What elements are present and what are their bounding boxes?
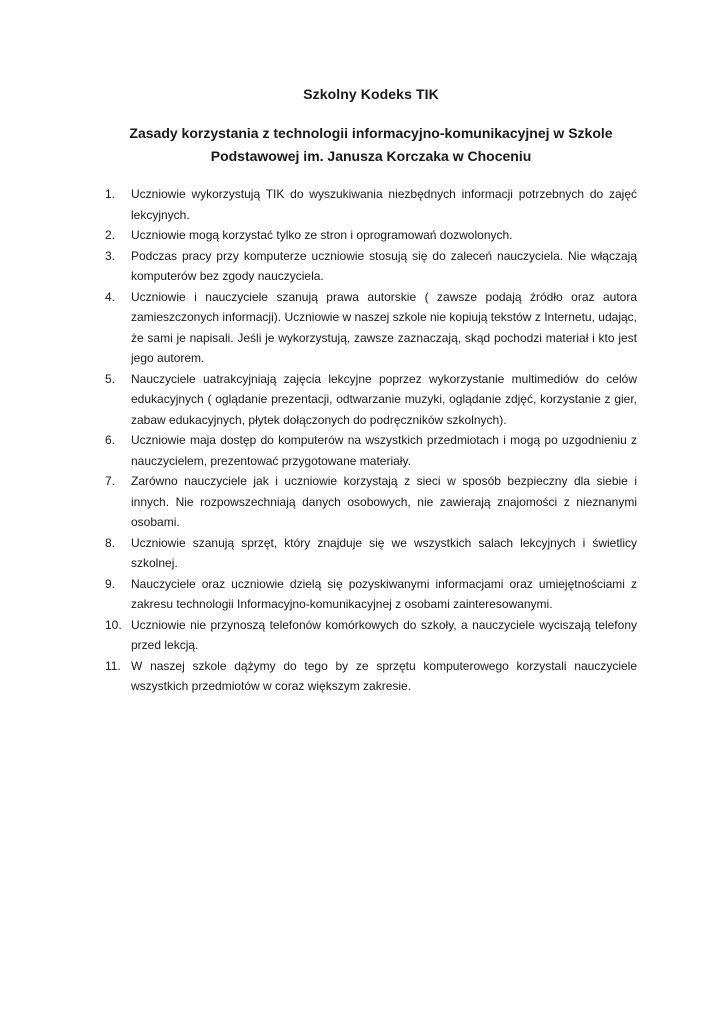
list-item <box>105 430 637 471</box>
list-item <box>105 287 637 369</box>
list-item-text: Zarówno nauczyciele jak i uczniowie korzystają z sieci w sposób bezpieczny dla siebie i innych. Nie rozpowszechniają danych osobowych, nie zawierają znajomości z nieznanymi osobami. <box>131 474 637 529</box>
list-item-number: 6. <box>105 433 116 447</box>
list-item-number: 3. <box>105 248 116 263</box>
list-item-text: Uczniowie szanują sprzęt, który znajduje się we wszystkich salach lekcyjnych i świetlicy szkolnej. <box>131 535 637 570</box>
list-item-number: 10. <box>105 617 122 632</box>
list-item <box>105 225 637 246</box>
list-item-text: Uczniowie wykorzystują TIK do wyszukiwania niezbędnych informacji potrzebnych do zajęć lekcyjnych. <box>131 187 637 222</box>
list-item <box>105 184 637 225</box>
list-item <box>105 471 637 533</box>
list-item-number: 7. <box>105 474 116 488</box>
list-item <box>105 246 637 287</box>
list-item <box>105 533 637 574</box>
list-item <box>105 656 637 697</box>
list-item-text: Nauczyciele uatrakcyjniają zajęcia lekcyjne poprzez wykorzystanie multimediów do celów edukacyjnych ( oglądanie prezentacji, odtwarzanie muzyki, oglądanie zdjęć, korzystanie z gier, zabaw edukacyjnych, płytek dołączonych do podręczników szkolnych). <box>131 371 637 427</box>
document-title: Szkolny Kodeks TIK <box>303 86 439 102</box>
list-item-number: 8. <box>105 535 116 550</box>
subtitle-line-1: Zasady korzystania z technologii informacyjno-komunikacyjnej w Szkole <box>129 125 613 141</box>
list-item <box>105 615 637 656</box>
list-item-number: 5. <box>105 371 116 386</box>
subtitle-line-2: Podstawowej im. Janusza Korczaka w Choceniu <box>210 148 532 164</box>
list-item-text: Podczas pracy przy komputerze uczniowie stosują się do zaleceń nauczyciela. Nie włączają komputerów bez zgody nauczyciela. <box>131 248 637 283</box>
list-item-number: 11. <box>105 658 121 673</box>
list-item <box>105 369 637 431</box>
list-item-number: 2. <box>105 228 116 242</box>
document-subtitle <box>105 122 637 168</box>
rules-list <box>105 184 637 697</box>
list-item-number: 9. <box>105 576 116 591</box>
list-item <box>105 574 637 615</box>
list-item-number: 4. <box>105 289 116 304</box>
list-item-text: W naszej szkole dążymy do tego by ze sprzętu komputerowego korzystali nauczyciele wszystkich przedmiotów w coraz większym zakresie. <box>131 658 637 693</box>
list-item-text: Uczniowie i nauczyciele szanują prawa autorskie ( zawsze podają źródło oraz autora zamieszczonych informacji). Uczniowie w naszej szkole nie kopiują tekstów z Internetu, udając, że sami je napisali. Jeśli je wykorzystują, zawsze zaznaczają, skąd pochodzi materiał i kto jest jego autorem. <box>131 289 637 365</box>
list-item-text: Uczniowie mogą korzystać tylko ze stron i oprogramowań dozwolonych. <box>131 228 513 242</box>
list-item-text: Uczniowie nie przynoszą telefonów komórkowych do szkoły, a nauczyciele wyciszają telefony przed lekcją. <box>131 617 637 652</box>
list-item-number: 1. <box>105 187 116 201</box>
list-item-text: Nauczyciele oraz uczniowie dzielą się pozyskiwanymi informacjami oraz umiejętnościami z zakresu technologii Informacyjno-komunikacyjnej z osobami zainteresowanymi. <box>131 576 637 611</box>
list-item-text: Uczniowie maja dostęp do komputerów na wszystkich przedmiotach i mogą po uzgodnieniu z nauczycielem, prezentować przygotowane materiały. <box>131 433 637 468</box>
